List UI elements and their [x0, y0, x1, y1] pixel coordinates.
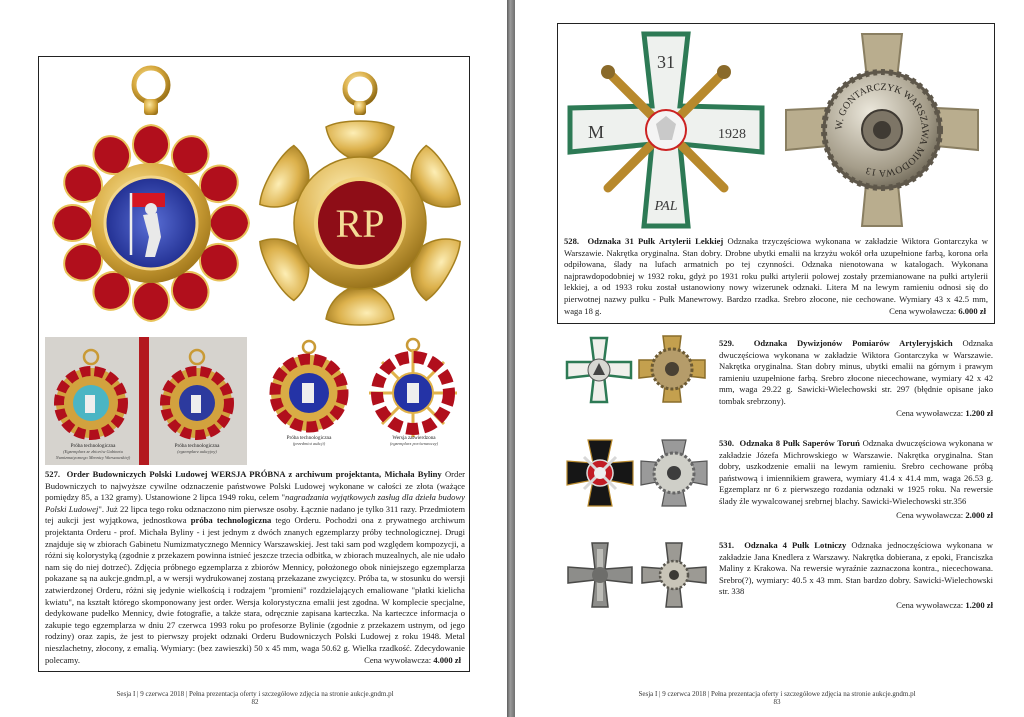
badge-year: 1928 — [718, 127, 746, 142]
page-number-83: 83 — [773, 698, 781, 706]
badge-monogram: PAL — [654, 199, 678, 214]
badge-529-reverse — [637, 334, 707, 404]
lot-528-number: 528. — [564, 236, 580, 246]
caption-1-sub: (Egzemplarz ze zbiorów Gabinetu Numizmatycznego Mennicy Warszawskiej) — [55, 449, 131, 460]
lot-529-description: 529. Odznaka Dywizjonów Pomiarów Artyleryjskich Odznaka dwuczęściowa wykonana w zakładzie Wiktora Gontarczyka w Warszawie. Nakrętka oryginalna. Stan dobry minus, ubytki emalii na górnym i prawym ramieniu uzupełnione farbą. Srebro złocone niecechowane, wymiary 42 x 42 mm, waga 29.22 g. Sawicki-Wielechowski str. 297 (błędnie opisane jako tombak srebrzony). — [719, 338, 993, 406]
lot-531-price: Cena wywoławcza: 1.200 zł — [896, 600, 993, 610]
caption-3-sub: (przedmiot aukcji) — [292, 441, 326, 446]
badge-530-obverse — [565, 438, 635, 508]
comparison-photo-3 — [361, 337, 465, 437]
caption-2-sub: (egzemplarz aukcyjny) — [177, 449, 217, 454]
lot-528-description: 528. Odznaka 31 Pułk Artylerii Lekkiej Odznaka trzyczęściowa wykonana w zakładzie Wiktora Gontarczyka w Warszawie. Nakrętka oryginalna. Stan dobry. Drobne ubytki emalii na krzyżu wokół orła uzupełnione farbą, korona orła odpiłowana, ślady na lufach armatnich po tej czynności. Odznaka nienotowana w katalogach. Wykonana najprawdopodobniej w 1932 roku, gdyż po 1931 roku pułki artylerii polowej zostały przemianowane na pułki artylerii lekkiej, a od 1933 roku został ustanowiony nowy wizerunek odznaki. Litera M na lewym ramieniu odnosi się do pierwotnej nazwy pułku - Pułk Manewrowy. Bardzo rzadka. Srebro złocone, nie cechowane. Wymiary 43 x 42.5 mm, waga 18 g. — [564, 236, 989, 316]
badge-531-obverse — [565, 540, 635, 610]
lot-530-description: 530. Odznaka 8 Pułk Saperów Toruń Odznaka dwuczęściowa wykonana w zakładzie Józefa Michrowskiego w Warszawie. Nakrętka oryginalna. Stan dobry, uszkodzenie emalii na lewym ramieniu. Srebro cechowane próbą państwową i imiennikiem grawera, wymiary 41.4 x 41.4 mm, waga 26.53 g. Egzemplarz nr 6 z pierwszego rozdania odznaki w 1925 roku. Na rewersie ślady źle wywalcowanej srebrnej blachy. Sawicki-Wielechowski str.356 — [719, 438, 994, 506]
order-reverse-image — [257, 71, 467, 333]
caption-4-sub: (egzemplarz porównawczy) — [389, 441, 439, 446]
footer-right: Sesja I | 9 czerwca 2018 | Pełna prezentacja oferty i szczegółowe zdjęcia na stronie aukcje.gndm.pl 83 — [559, 690, 995, 706]
lot-527-number: 527. — [45, 469, 61, 479]
page-number-82: 82 — [251, 698, 259, 706]
lot-527-price: Cena wywoławcza: 4.000 zł — [364, 655, 461, 665]
lot-527-description: 527. Order Budowniczych Polski Ludowej WERSJA PRÓBNA z archiwum projektanta, Michała Byliny Order Budowniczych to najwyższe cywilne odznaczenie państwowe Polski Ludowej wykonane w całości ze złota (ważące pomiędzy 85, a 132 gramy). Ustanowione 2 lipca 1949 roku, celem "nagradzania wyjątkowych zasług dla dzieła budowy Polski Ludowej". Już 22 lipca tego roku odznaczono nim pierwsze osoby. Łącznie nadano je tylko 311 razy. Przedmiotem tej aukcji jest wyjątkowa, jednostkowa próba technologiczna tego Orderu. Pochodzi ona z prywatnego archiwum projektanta Orderu - prof. Michała Byliny - i jest jednym z dwóch znanych egzemplarzy próby technologicznej. Drugi znajduje się w zbiorach Gabinetu Numizmatycznego Mennicy Warszawskiej. Jest taki sam pod względem kompozycji, a różni się kolorystyką (zgodnie z przekazem powinna istnieć jeszcze trzecia odbitka, w zbiorach muzealnych, ale nie udało nam się do niej dotrzeć). Zdjęcia próbnego egzemplarza z zbiorów Mennicy, położonego obok niniejszego egzemplarza pokazane są na aukcje.gndm.pl, a w wersji wydrukowanej zostaną przekazane zwycięzcy. Próba ta, w stosunku do wersji zatwierdzonej Orderu, różni się jedynie wielkością i rodzajem "promieni" rozdzielających emaliowane "płatki kielicha kwiatu", na kształt którego skomponowany jest order. Wersja kolorystyczna emalii jest zgodna. W komplecie specjalne, dedykowane pudełko Mennicy, dwie fotografie, a także stara, odręcznie zapisana karteczka. Na karteczce informacja o zakupie tego egzemplarza w dniu 27 czerwca 1993 roku po profesorze Bylinie (zgodnie z przekazem ustnym, od jego rodziny) oraz zapis, że jest to pierwszy projekt odznaki Orderu Budowniczych Polski Ludowej z roku 1948. Metal nieszlachetny, złocony, z emalią. Wymiary: (bez zawieszki) 50 x 45 mm, waga 50.62 g. Wielka rzadkość. Zdecydowanie polecamy. — [45, 469, 466, 665]
lot-527-frame — [38, 56, 470, 672]
badge-531-reverse — [639, 540, 709, 610]
lot-527-title: Order Budowniczych Polski Ludowej WERSJA PRÓBNA z archiwum projektanta, Michała Byliny — [66, 469, 442, 479]
lot-531-title: Odznaka 4 Pułk Lotniczy — [744, 540, 847, 550]
lot-531-description: 531. Odznaka 4 Pułk Lotniczy Odznaka jednoczęściowa wykonana w zakładzie Jana Knedlera z Warszawy. Nakrętka dobierana, z epoki, Franciszka Maliny z Krakowa. Na rewersie wyraźnie zaznaczona kontra., niecechowana. Srebro(?), wymiary: 40.5 x 43 mm. Stan bardzo dobry. Sawicki-Wielechowski str. 338 — [719, 540, 994, 597]
caption-4-main: Wersja zatwierdzona — [392, 435, 436, 441]
order-obverse-image — [45, 63, 257, 333]
comparison-photo-1 — [45, 337, 247, 465]
lot-530-price: Cena wywoławcza: 2.000 zł — [896, 510, 993, 520]
maker-mark: W. GONTARCZYK WARSZAWA MIODOWA 13 — [833, 81, 931, 179]
page-82 — [0, 0, 507, 717]
lot-528-frame — [557, 23, 995, 324]
badge-529-obverse — [565, 336, 633, 404]
lot-530-title: Odznaka 8 Pułk Saperów Toruń — [739, 438, 860, 448]
lot-529-number: 529. — [719, 338, 735, 348]
badge-letter-m: M — [587, 122, 605, 142]
rp-monogram: RP — [335, 201, 385, 246]
lot-529-price: Cena wywoławcza: 1.200 zł — [896, 408, 993, 418]
caption-3-main: Próba technologiczna — [286, 435, 332, 441]
lot-529-title: Odznaka Dywizjonów Pomiarów Artyleryjskich — [753, 338, 953, 348]
caption-1-main: Próba technologiczna — [70, 443, 116, 449]
caption-2-main: Próba technologiczna — [174, 443, 220, 449]
badge-31pal-reverse — [780, 28, 984, 232]
lot-528-price: Cena wywoławcza: 6.000 zł — [889, 306, 986, 316]
lot-531-number: 531. — [719, 540, 735, 550]
badge-530-reverse — [639, 438, 709, 508]
page-gutter — [507, 0, 515, 717]
page-83 — [515, 0, 1024, 717]
footer-left: Sesja I | 9 czerwca 2018 | Pełna prezentacja oferty i szczegółowe zdjęcia na stronie aukcje.gndm.pl 82 — [40, 690, 470, 706]
badge-31pal-obverse — [564, 28, 768, 232]
comparison-photo-2 — [261, 339, 357, 435]
lot-530-number: 530. — [719, 438, 735, 448]
badge-number: 31 — [657, 52, 675, 72]
lot-528-title: Odznaka 31 Pułk Artylerii Lekkiej — [587, 236, 724, 246]
